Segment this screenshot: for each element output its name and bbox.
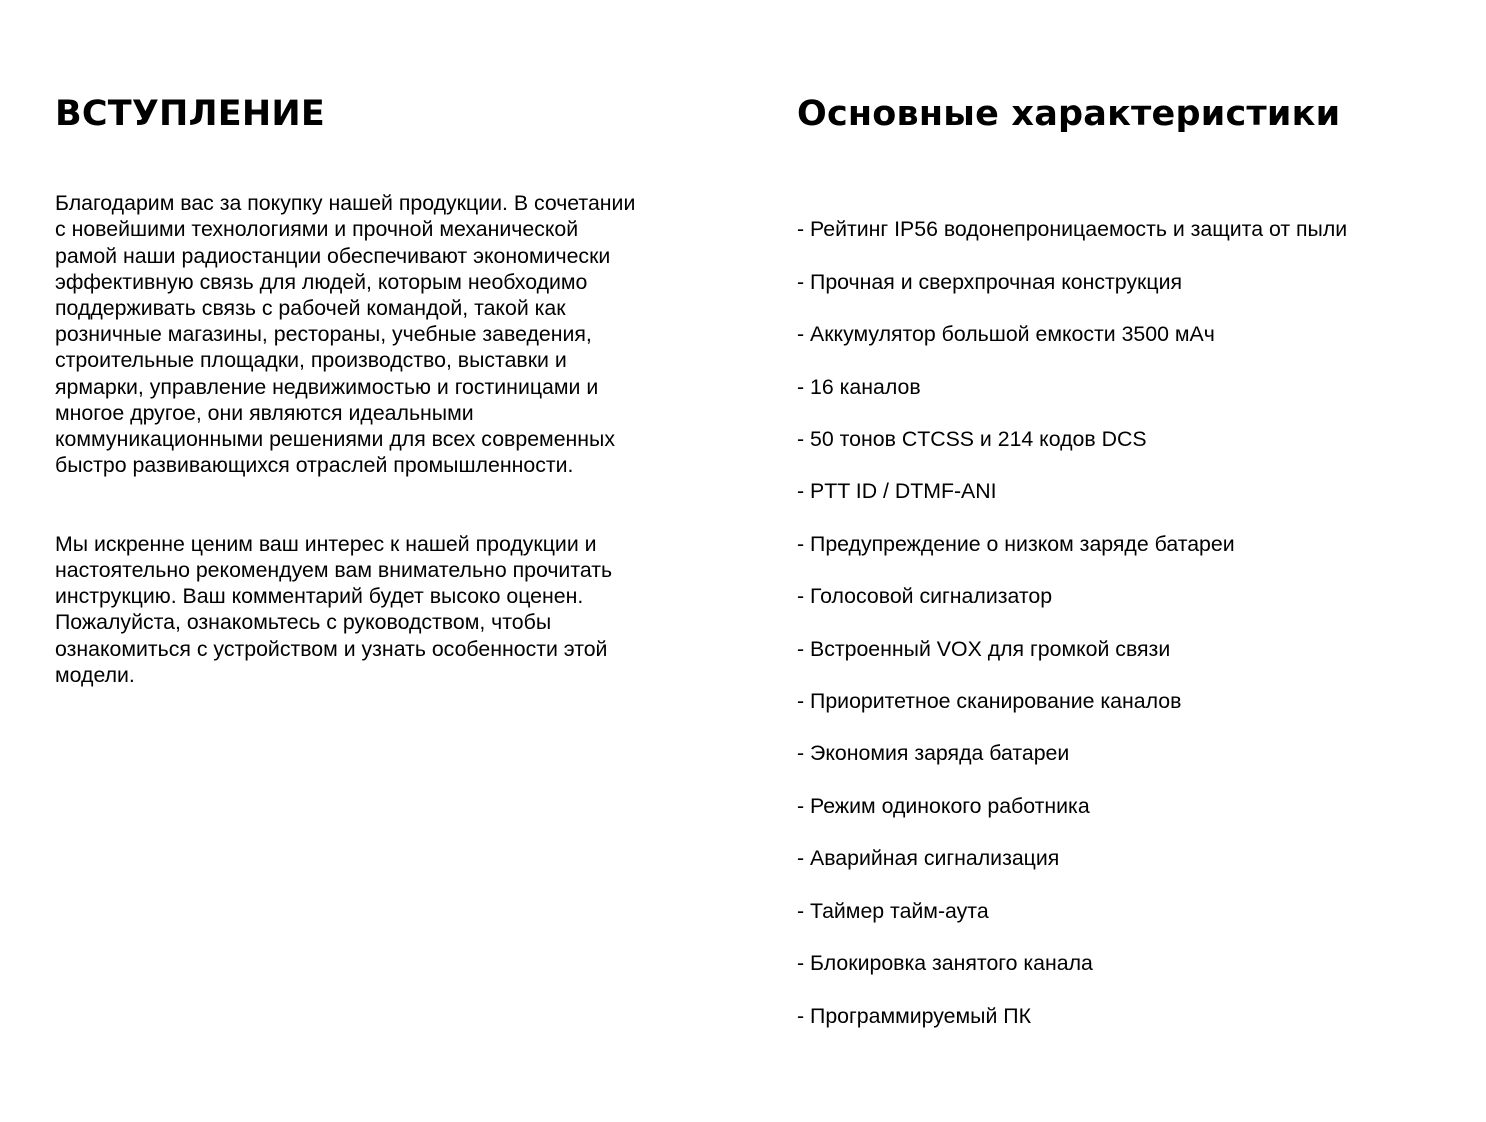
feature-item: - Блокировка занятого канала	[797, 950, 1457, 976]
feature-item: - Предупреждение о низком заряде батареи	[797, 531, 1457, 557]
features-body	[797, 164, 1457, 1081]
intro-body	[55, 164, 715, 714]
intro-section	[55, 90, 715, 714]
feature-item: - Аккумулятор большой емкости 3500 мАч	[797, 321, 1457, 347]
feature-item: - 50 тонов CTCSS и 214 кодов DCS	[797, 426, 1457, 452]
feature-item: - Приоритетное сканирование каналов	[797, 688, 1457, 714]
feature-item: - Прочная и сверхпрочная конструкция	[797, 269, 1457, 295]
feature-item: - Рейтинг IP56 водонепроницаемость и защита от пыли	[797, 216, 1457, 242]
features-section	[797, 90, 1457, 1081]
feature-item: - Режим одинокого работника	[797, 793, 1457, 819]
feature-item: - Голосовой сигнализатор	[797, 583, 1457, 609]
feature-item: - Программируемый ПК	[797, 1003, 1457, 1029]
intro-paragraph-1: Благодарим вас за покупку нашей продукции. В сочетании с новейшими технологиями и прочной механической рамой наши радиостанции обеспечивают экономически эффективную связь для людей, которым необходимо поддерживать связь с рабочей командой, такой как розничные магазины, рестораны, учебные заведения, строительные площадки, производство, выставки и ярмарки, управление недвижимостью и гостиницами и многое другое, они являются идеальными коммуникационными решениями для всех современных быстро развивающихся отраслей промышленности.	[55, 191, 636, 478]
feature-item: - Аварийная сигнализация	[797, 845, 1457, 871]
intro-paragraph-2: Мы искренне ценим ваш интерес к нашей продукции и настоятельно рекомендуем вам внимательно прочитать инструкцию. Ваш комментарий будет высоко оценен. Пожалуйста, ознакомьтесь с руководством, чтобы ознакомиться с устройством и узнать особенности этой модели.	[55, 531, 613, 687]
feature-item: - Экономия заряда батареи	[797, 740, 1457, 766]
intro-title: ВСТУПЛЕНИЕ	[55, 94, 325, 134]
feature-item: - 16 каналов	[797, 374, 1457, 400]
feature-item: - Таймер тайм-аута	[797, 898, 1457, 924]
features-list	[797, 190, 1457, 1055]
feature-item: - Встроенный VOX для громкой связи	[797, 636, 1457, 662]
features-title: Основные характеристики	[797, 94, 1341, 134]
feature-item: - PTT ID / DTMF-ANI	[797, 478, 1457, 504]
